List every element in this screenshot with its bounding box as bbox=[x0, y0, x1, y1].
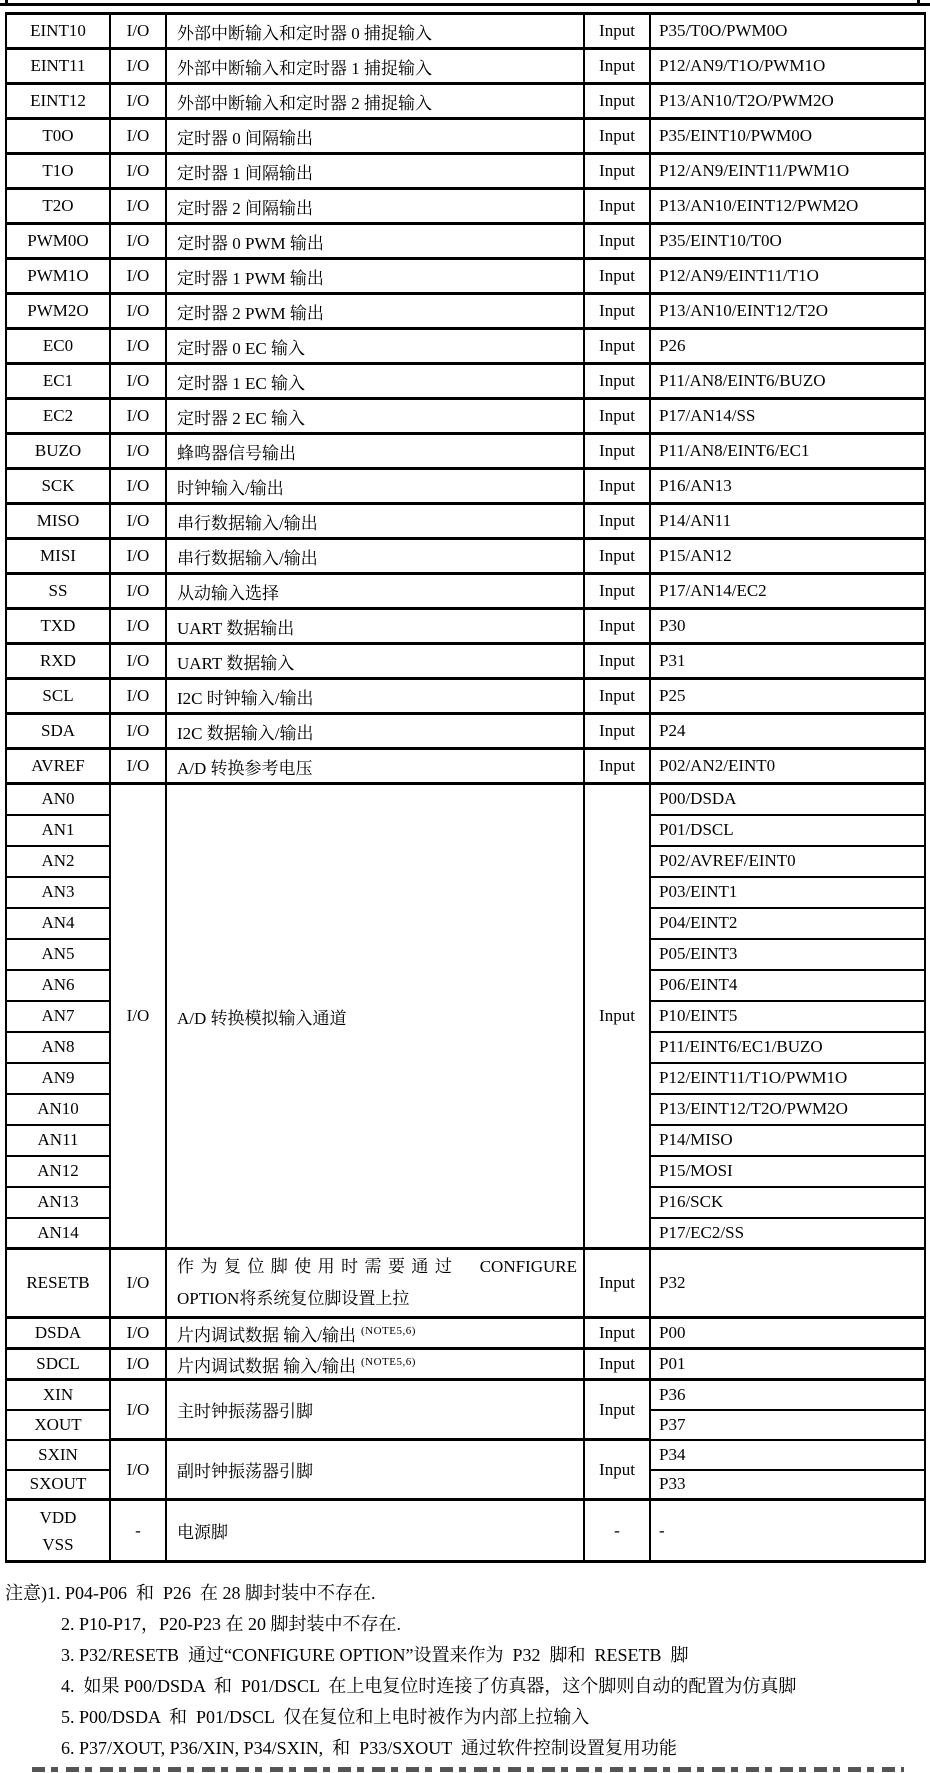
pin-row bbox=[6, 539, 925, 574]
note-text: 6. P37/XOUT, P36/XIN, P34/SXIN, 和 P33/SXOUT 通过软件控制设置复用功能 bbox=[61, 1738, 677, 1758]
note-line bbox=[5, 1609, 925, 1640]
description-text: 外部中断输入和定时器 0 捕捉输入 bbox=[177, 23, 432, 43]
shared-pins-cell: P37 bbox=[650, 1410, 925, 1440]
description-text: 定时器 2 间隔输出 bbox=[177, 198, 313, 218]
description-text: 串行数据输入/输出 bbox=[177, 513, 318, 533]
direction-cell: Input bbox=[584, 49, 650, 84]
description-text: I2C 数据输入/输出 bbox=[177, 723, 314, 743]
shared-pins-cell: P13/EINT12/T2O/PWM2O bbox=[650, 1094, 925, 1125]
pin-row bbox=[6, 119, 925, 154]
description-text: 定时器 0 EC 输入 bbox=[177, 338, 305, 358]
direction-cell: Input bbox=[584, 539, 650, 574]
description-text: 定时器 1 间隔输出 bbox=[177, 163, 313, 183]
note-text: 4. 如果 P00/DSDA 和 P01/DSCL 在上电复位时连接了仿真器，这个脚则自动的配置为仿真脚 bbox=[61, 1676, 797, 1696]
pin-row bbox=[6, 574, 925, 609]
shared-pins-cell: P36 bbox=[650, 1380, 925, 1410]
io-cell: I/O bbox=[110, 399, 166, 434]
direction-cell: Input bbox=[584, 574, 650, 609]
remnant-bottom-rule bbox=[0, 3, 930, 6]
pin-row bbox=[6, 504, 925, 539]
shared-pins-cell: P34 bbox=[650, 1440, 925, 1470]
pin-name-cell: AN10 bbox=[6, 1094, 110, 1125]
shared-pins-cell: P16/SCK bbox=[650, 1187, 925, 1218]
pin-function-table bbox=[5, 12, 926, 1563]
direction-cell: Input bbox=[584, 1380, 650, 1440]
description-cell bbox=[166, 14, 584, 49]
io-cell: I/O bbox=[110, 574, 166, 609]
direction-cell: Input bbox=[584, 609, 650, 644]
pin-name-cell: SS bbox=[6, 574, 110, 609]
pin-name-cell: RXD bbox=[6, 644, 110, 679]
shared-pins-cell: - bbox=[650, 1500, 925, 1562]
pin-row bbox=[6, 1318, 925, 1349]
description-line: OPTION将系统复位脚设置上拉 bbox=[177, 1289, 410, 1308]
pin-row bbox=[6, 609, 925, 644]
shared-pins-cell: P01 bbox=[650, 1349, 925, 1380]
io-cell: I/O bbox=[110, 119, 166, 154]
io-cell: I/O bbox=[110, 539, 166, 574]
pin-name-cell: XIN bbox=[6, 1380, 110, 1410]
pin-name-cell: PWM0O bbox=[6, 224, 110, 259]
pin-name-cell: AN12 bbox=[6, 1156, 110, 1187]
pin-name-cell: SDCL bbox=[6, 1349, 110, 1380]
direction-cell: Input bbox=[584, 259, 650, 294]
notes-prefix: 注意) bbox=[5, 1583, 47, 1603]
pin-name-cell: AN11 bbox=[6, 1125, 110, 1156]
description-cell bbox=[166, 364, 584, 399]
description-cell: 电源脚 bbox=[166, 1500, 584, 1562]
pin-row bbox=[6, 84, 925, 119]
pin-row bbox=[6, 259, 925, 294]
shared-pins-cell: P00 bbox=[650, 1318, 925, 1349]
shared-pins-cell: P14/MISO bbox=[650, 1125, 925, 1156]
pin-name-cell: SXOUT bbox=[6, 1470, 110, 1500]
description-text: 时钟输入/输出 bbox=[177, 478, 284, 498]
description-text: 外部中断输入和定时器 1 捕捉输入 bbox=[177, 58, 432, 78]
description-text: 蜂鸣器信号输出 bbox=[177, 443, 296, 463]
note-reference: (NOTE5,6) bbox=[360, 1324, 416, 1337]
description-cell bbox=[166, 119, 584, 154]
pin-name-cell: AN4 bbox=[6, 908, 110, 939]
pin-name-cell: RESETB bbox=[6, 1249, 110, 1318]
direction-cell: Input bbox=[584, 504, 650, 539]
description-cell bbox=[166, 504, 584, 539]
io-cell: I/O bbox=[110, 714, 166, 749]
shared-pins-cell: P13/AN10/T2O/PWM2O bbox=[650, 84, 925, 119]
direction-cell: Input bbox=[584, 1349, 650, 1380]
description-cell: 主时钟振荡器引脚 bbox=[166, 1380, 584, 1440]
io-cell: I/O bbox=[110, 154, 166, 189]
shared-pins-cell: P05/EINT3 bbox=[650, 939, 925, 970]
direction-cell: Input bbox=[584, 1318, 650, 1349]
direction-cell: Input bbox=[584, 749, 650, 784]
pin-name-cell: AN8 bbox=[6, 1032, 110, 1063]
description-cell bbox=[166, 469, 584, 504]
description-cell bbox=[166, 84, 584, 119]
io-cell: I/O bbox=[110, 749, 166, 784]
description-cell bbox=[166, 329, 584, 364]
direction-cell: Input bbox=[584, 434, 650, 469]
direction-cell: Input bbox=[584, 399, 650, 434]
io-cell: I/O bbox=[110, 609, 166, 644]
description-text: A/D 转换参考电压 bbox=[177, 758, 313, 778]
pin-name-cell: EC0 bbox=[6, 329, 110, 364]
pin-name-cell: SXIN bbox=[6, 1440, 110, 1470]
description-text: 定时器 1 PWM 输出 bbox=[177, 268, 324, 288]
description-cell bbox=[166, 224, 584, 259]
description-cell bbox=[166, 749, 584, 784]
io-cell: I/O bbox=[110, 644, 166, 679]
pin-row bbox=[6, 1500, 925, 1562]
pin-name-cell: SCK bbox=[6, 469, 110, 504]
shared-pins-cell: P31 bbox=[650, 644, 925, 679]
description-text: UART 数据输出 bbox=[177, 618, 295, 638]
description-text: 片内调试数据 输入/输出 bbox=[177, 1356, 356, 1376]
pin-row bbox=[6, 1349, 925, 1380]
pin-name-cell: AVREF bbox=[6, 749, 110, 784]
shared-pins-cell: P13/AN10/EINT12/T2O bbox=[650, 294, 925, 329]
shared-pins-cell: P06/EINT4 bbox=[650, 970, 925, 1001]
note-text: 3. P32/RESETB 通过“CONFIGURE OPTION”设置来作为 P32 脚和 RESETB 脚 bbox=[61, 1645, 689, 1665]
shared-pins-cell: P15/AN12 bbox=[650, 539, 925, 574]
description-text: I2C 时钟输入/输出 bbox=[177, 688, 314, 708]
io-cell: I/O bbox=[110, 1440, 166, 1500]
shared-pins-cell: P17/EC2/SS bbox=[650, 1218, 925, 1249]
pin-name-cell: DSDA bbox=[6, 1318, 110, 1349]
pin-row bbox=[6, 329, 925, 364]
note-line bbox=[5, 1702, 925, 1733]
shared-pins-cell: P02/AVREF/EINT0 bbox=[650, 846, 925, 877]
direction-cell: Input bbox=[584, 784, 650, 1249]
description-cell bbox=[166, 1318, 584, 1349]
shared-pins-cell: P03/EINT1 bbox=[650, 877, 925, 908]
direction-cell: Input bbox=[584, 119, 650, 154]
io-cell: I/O bbox=[110, 49, 166, 84]
pin-row bbox=[6, 434, 925, 469]
direction-cell: Input bbox=[584, 329, 650, 364]
description-cell bbox=[166, 154, 584, 189]
io-cell: I/O bbox=[110, 1380, 166, 1440]
description-cell bbox=[166, 399, 584, 434]
description-cell bbox=[166, 189, 584, 224]
direction-cell: Input bbox=[584, 1249, 650, 1318]
description-text: 外部中断输入和定时器 2 捕捉输入 bbox=[177, 93, 432, 113]
description-line: 作为复位脚使用时需要通过 CONFIGURE bbox=[177, 1257, 577, 1276]
direction-cell: Input bbox=[584, 364, 650, 399]
shared-pins-cell: P15/MOSI bbox=[650, 1156, 925, 1187]
pin-name-cell: AN5 bbox=[6, 939, 110, 970]
pin-name-cell: PWM2O bbox=[6, 294, 110, 329]
note-text: 2. P10-P17，P20-P23 在 20 脚封装中不存在. bbox=[61, 1614, 402, 1634]
pin-row bbox=[6, 294, 925, 329]
io-cell: I/O bbox=[110, 784, 166, 1249]
pin-name-cell: EINT10 bbox=[6, 14, 110, 49]
description-text: 定时器 0 间隔输出 bbox=[177, 128, 313, 148]
description-cell: 副时钟振荡器引脚 bbox=[166, 1440, 584, 1500]
pin-name-cell: EINT11 bbox=[6, 49, 110, 84]
direction-cell: Input bbox=[584, 154, 650, 189]
description-cell bbox=[166, 679, 584, 714]
shared-pins-cell: P32 bbox=[650, 1249, 925, 1318]
note-line bbox=[5, 1733, 925, 1764]
description-text: 串行数据输入/输出 bbox=[177, 548, 318, 568]
description-text: 片内调试数据 输入/输出 bbox=[177, 1325, 356, 1345]
direction-cell: Input bbox=[584, 84, 650, 119]
io-cell: I/O bbox=[110, 469, 166, 504]
description-cell bbox=[166, 539, 584, 574]
shared-pins-cell: P12/AN9/EINT11/PWM1O bbox=[650, 154, 925, 189]
pin-row bbox=[6, 49, 925, 84]
description-cell bbox=[166, 644, 584, 679]
io-cell: I/O bbox=[110, 1318, 166, 1349]
io-cell: I/O bbox=[110, 364, 166, 399]
pin-name-cell: SDA bbox=[6, 714, 110, 749]
description-text: 定时器 1 EC 输入 bbox=[177, 373, 305, 393]
pin-name-cell: PWM1O bbox=[6, 259, 110, 294]
shared-pins-cell: P11/AN8/EINT6/BUZO bbox=[650, 364, 925, 399]
shared-pins-cell: P14/AN11 bbox=[650, 504, 925, 539]
pin-row bbox=[6, 189, 925, 224]
direction-cell: Input bbox=[584, 714, 650, 749]
pin-row bbox=[6, 644, 925, 679]
pin-row bbox=[6, 469, 925, 504]
io-cell: I/O bbox=[110, 84, 166, 119]
note-reference: (NOTE5,6) bbox=[360, 1355, 416, 1368]
shared-pins-cell: P02/AN2/EINT0 bbox=[650, 749, 925, 784]
shared-pins-cell: P33 bbox=[650, 1470, 925, 1500]
pin-row bbox=[6, 224, 925, 259]
io-cell: I/O bbox=[110, 14, 166, 49]
pin-name-cell: AN2 bbox=[6, 846, 110, 877]
pin-name-line: VDD bbox=[39, 1507, 77, 1527]
description-cell bbox=[166, 574, 584, 609]
shared-pins-cell: P11/AN8/EINT6/EC1 bbox=[650, 434, 925, 469]
description-cell bbox=[166, 294, 584, 329]
pin-name-cell: XOUT bbox=[6, 1410, 110, 1440]
shared-pins-cell: P16/AN13 bbox=[650, 469, 925, 504]
io-cell: I/O bbox=[110, 294, 166, 329]
bottom-cutoff-strip bbox=[32, 1767, 904, 1772]
direction-cell: Input bbox=[584, 679, 650, 714]
shared-pins-cell: P10/EINT5 bbox=[650, 1001, 925, 1032]
pin-name-cell: EINT12 bbox=[6, 84, 110, 119]
description-cell bbox=[166, 49, 584, 84]
pin-row bbox=[6, 1249, 925, 1318]
pin-name-line: VSS bbox=[42, 1534, 74, 1554]
shared-pins-cell: P26 bbox=[650, 329, 925, 364]
shared-pins-cell: P12/AN9/EINT11/T1O bbox=[650, 259, 925, 294]
note-line bbox=[5, 1640, 925, 1671]
pin-row bbox=[6, 399, 925, 434]
pin-name-cell: T2O bbox=[6, 189, 110, 224]
direction-cell: Input bbox=[584, 294, 650, 329]
shared-pins-cell: P13/AN10/EINT12/PWM2O bbox=[650, 189, 925, 224]
io-cell: I/O bbox=[110, 1249, 166, 1318]
pin-name-cell: TXD bbox=[6, 609, 110, 644]
io-cell: I/O bbox=[110, 259, 166, 294]
description-text: 定时器 2 EC 输入 bbox=[177, 408, 305, 428]
pin-row bbox=[6, 14, 925, 49]
note-text: 5. P00/DSDA 和 P01/DSCL 仅在复位和上电时被作为内部上拉输入 bbox=[61, 1707, 590, 1727]
pin-row bbox=[6, 749, 925, 784]
direction-cell: Input bbox=[584, 14, 650, 49]
description-cell bbox=[166, 259, 584, 294]
pin-name-cell: MISO bbox=[6, 504, 110, 539]
description-text: 定时器 2 PWM 输出 bbox=[177, 303, 324, 323]
shared-pins-cell: P24 bbox=[650, 714, 925, 749]
pin-row bbox=[6, 679, 925, 714]
pin-name-cell: BUZO bbox=[6, 434, 110, 469]
description-cell: A/D 转换模拟输入通道 bbox=[166, 784, 584, 1249]
description-text: 定时器 0 PWM 输出 bbox=[177, 233, 324, 253]
pin-name-cell: T0O bbox=[6, 119, 110, 154]
pin-name-cell: MISI bbox=[6, 539, 110, 574]
pin-name-cell: AN13 bbox=[6, 1187, 110, 1218]
shared-pins-cell: P35/EINT10/PWM0O bbox=[650, 119, 925, 154]
shared-pins-cell: P04/EINT2 bbox=[650, 908, 925, 939]
direction-cell: Input bbox=[584, 1440, 650, 1500]
pin-row bbox=[6, 1380, 925, 1410]
io-cell: I/O bbox=[110, 504, 166, 539]
pin-row bbox=[6, 154, 925, 189]
pin-name-cell: EC1 bbox=[6, 364, 110, 399]
shared-pins-cell: P17/AN14/SS bbox=[650, 399, 925, 434]
pin-name-cell: EC2 bbox=[6, 399, 110, 434]
pin-name-cell: T1O bbox=[6, 154, 110, 189]
note-line bbox=[5, 1578, 925, 1609]
direction-cell: Input bbox=[584, 469, 650, 504]
pin-name-cell: SCL bbox=[6, 679, 110, 714]
shared-pins-cell: P12/AN9/T1O/PWM1O bbox=[650, 49, 925, 84]
shared-pins-cell: P17/AN14/EC2 bbox=[650, 574, 925, 609]
io-cell: I/O bbox=[110, 224, 166, 259]
shared-pins-cell: P00/DSDA bbox=[650, 784, 925, 815]
shared-pins-cell: P35/EINT10/T0O bbox=[650, 224, 925, 259]
direction-cell: Input bbox=[584, 189, 650, 224]
pin-name-cell: AN1 bbox=[6, 815, 110, 846]
pin-name-cell: AN7 bbox=[6, 1001, 110, 1032]
shared-pins-cell: P12/EINT11/T1O/PWM1O bbox=[650, 1063, 925, 1094]
shared-pins-cell: P25 bbox=[650, 679, 925, 714]
pin-name-cell: AN6 bbox=[6, 970, 110, 1001]
shared-pins-cell: P30 bbox=[650, 609, 925, 644]
note-line bbox=[5, 1671, 925, 1702]
io-cell: - bbox=[110, 1500, 166, 1562]
notes-section bbox=[5, 1578, 925, 1764]
io-cell: I/O bbox=[110, 434, 166, 469]
pin-name-cell: AN0 bbox=[6, 784, 110, 815]
top-table-remnant bbox=[0, 0, 930, 7]
io-cell: I/O bbox=[110, 189, 166, 224]
description-cell bbox=[166, 434, 584, 469]
io-cell: I/O bbox=[110, 329, 166, 364]
description-text: UART 数据输入 bbox=[177, 653, 295, 673]
pin-row bbox=[6, 714, 925, 749]
note-text: 1. P04-P06 和 P26 在 28 脚封装中不存在. bbox=[47, 1583, 376, 1603]
direction-cell: Input bbox=[584, 644, 650, 679]
io-cell: I/O bbox=[110, 679, 166, 714]
shared-pins-cell: P11/EINT6/EC1/BUZO bbox=[650, 1032, 925, 1063]
pin-name-cell: AN3 bbox=[6, 877, 110, 908]
pin-row bbox=[6, 784, 925, 815]
pin-row bbox=[6, 1440, 925, 1470]
description-cell bbox=[166, 609, 584, 644]
pin-name-cell: AN14 bbox=[6, 1218, 110, 1249]
description-text: 从动输入选择 bbox=[177, 583, 279, 603]
pin-name-cell: AN9 bbox=[6, 1063, 110, 1094]
io-cell: I/O bbox=[110, 1349, 166, 1380]
description-cell bbox=[166, 714, 584, 749]
description-cell bbox=[166, 1249, 584, 1318]
description-cell bbox=[166, 1349, 584, 1380]
direction-cell: - bbox=[584, 1500, 650, 1562]
shared-pins-cell: P35/T0O/PWM0O bbox=[650, 14, 925, 49]
shared-pins-cell: P01/DSCL bbox=[650, 815, 925, 846]
pin-row bbox=[6, 364, 925, 399]
direction-cell: Input bbox=[584, 224, 650, 259]
pin-name-cell bbox=[6, 1500, 110, 1562]
